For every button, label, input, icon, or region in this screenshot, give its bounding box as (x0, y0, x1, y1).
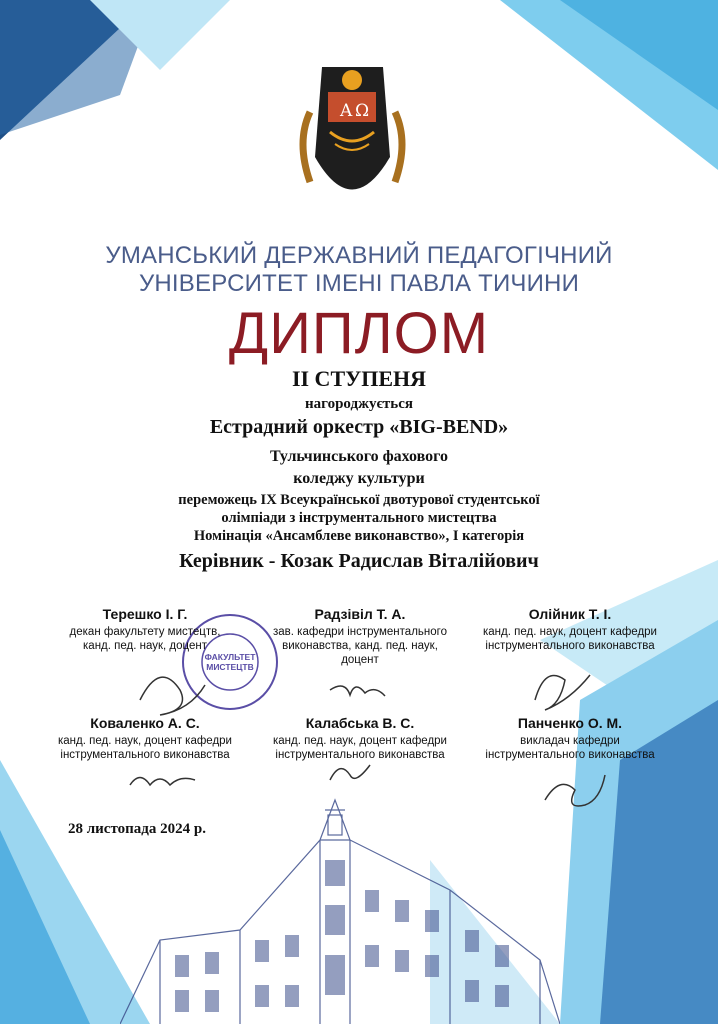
signatory-position-line: інструментального виконавства (275, 749, 445, 761)
university-name-line1: УМАНСЬКИЙ ДЕРЖАВНИЙ ПЕДАГОГІЧНИЙ (105, 242, 613, 269)
organization-line1: Тульчинського фахового (269, 448, 449, 465)
signatory-name: Терешко І. Г. (102, 606, 188, 622)
university-building-illustration (120, 780, 560, 1024)
signatory-position-line: канд. пед. наук, доцент кафедри (58, 735, 232, 747)
issue-date: 28 листопада 2024 р. (68, 821, 206, 837)
winner-line1: переможець ІХ Всеукраїнської двотурової студентської (178, 492, 540, 508)
emblem-alpha: Α (340, 101, 353, 121)
signatory-position-line: виконавства, канд. пед. наук, (282, 640, 438, 652)
signatory-position-line: декан факультету мистецтв, (69, 626, 221, 638)
diploma-title: ДИПЛОМ (228, 301, 490, 366)
leader-name: Керівник - Козак Радислав Віталійович (179, 550, 539, 572)
recipient-name: Естрадний оркестр «BIG-BEND» (209, 416, 509, 438)
signatory-position-line: інструментального виконавства (60, 749, 230, 761)
stamp-text-line1: ФАКУЛЬТЕТ (204, 652, 256, 662)
signatory-position-line: канд. пед. наук, доцент (83, 640, 207, 652)
signatory-position-line: канд. пед. наук, доцент кафедри (483, 626, 657, 638)
signatory-block (35, 606, 255, 653)
signatory-position-line: канд. пед. наук, доцент кафедри (273, 735, 447, 747)
signatory-name: Радзівіл Т. А. (314, 606, 406, 622)
signatory-name: Олійник Т. І. (528, 606, 612, 622)
awarded-text: нагороджується (304, 396, 413, 412)
signatory-name: Калабська В. С. (305, 715, 415, 731)
nomination-text: Номінація «Ансамблеве виконавство», І категорія (193, 528, 525, 544)
signatory-block (250, 715, 470, 762)
winner-line2: олімпіади з інструментального мистецтва (221, 510, 497, 526)
signatory-block (460, 715, 680, 762)
organization-line2: коледжу культури (293, 470, 425, 487)
signatory-position-line: зав. кафедри інструментального (273, 626, 447, 638)
signatory-position-line: доцент (341, 654, 379, 666)
signatory-block (35, 715, 255, 762)
signatory-position-line: інструментального виконавства (485, 640, 655, 652)
signatory-position-line: викладач кафедри (520, 735, 620, 747)
signatory-name: Коваленко А. С. (90, 715, 200, 731)
signatory-block (250, 606, 470, 667)
stamp-text-line2: МИСТЕЦТВ (206, 662, 254, 672)
signatory-block (460, 606, 680, 653)
university-name-line2: УНІВЕРСИТЕТ ІМЕНІ ПАВЛА ТИЧИНИ (138, 270, 580, 297)
emblem-omega: Ω (355, 101, 370, 121)
signatory-position-line: інструментального виконавства (485, 749, 655, 761)
diploma-degree: ІІ СТУПЕНЯ (291, 366, 427, 391)
signatory-name: Панченко О. М. (517, 715, 623, 731)
